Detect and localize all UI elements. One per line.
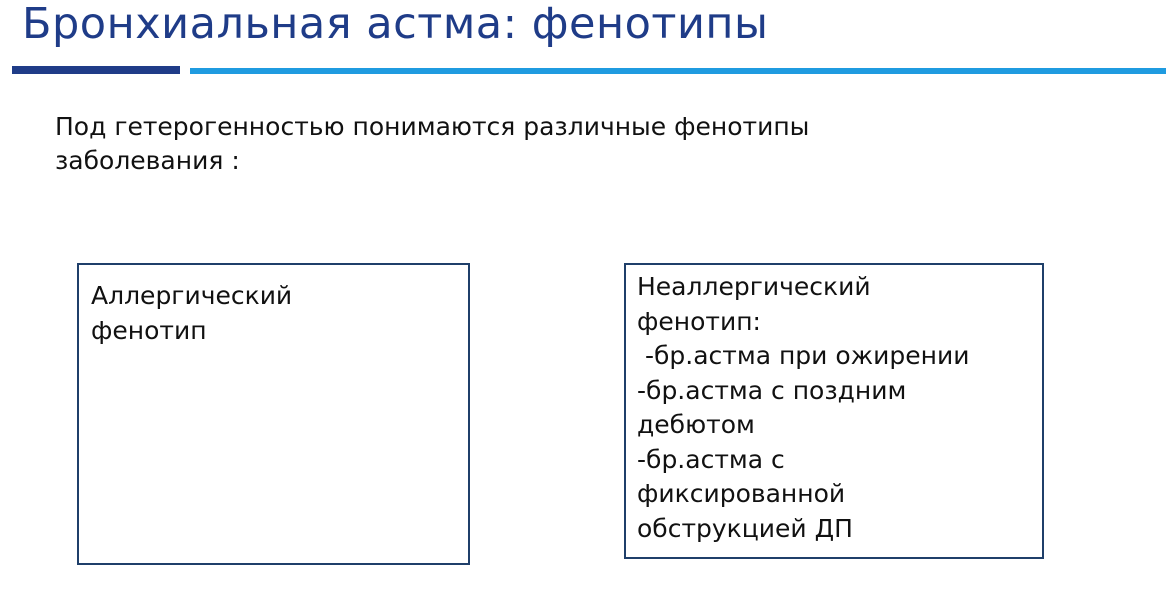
title-underline-dark xyxy=(12,66,180,74)
non-allergic-phenotype-text: Неаллергический фенотип: -бр.астма при ожирении -бр.астма с поздним дебютом -бр.астма с фиксированной обструкцией ДП xyxy=(637,272,970,543)
slide-title: Бронхиальная астма: фенотипы xyxy=(22,0,769,49)
allergic-phenotype-text: Аллергический фенотип xyxy=(91,281,293,345)
non-allergic-phenotype-box xyxy=(624,263,1044,559)
allergic-phenotype-box xyxy=(77,263,470,565)
title-underline-light xyxy=(190,68,1166,74)
intro-text: Под гетерогенностью понимаются различные фенотипы заболевания : xyxy=(55,112,810,175)
